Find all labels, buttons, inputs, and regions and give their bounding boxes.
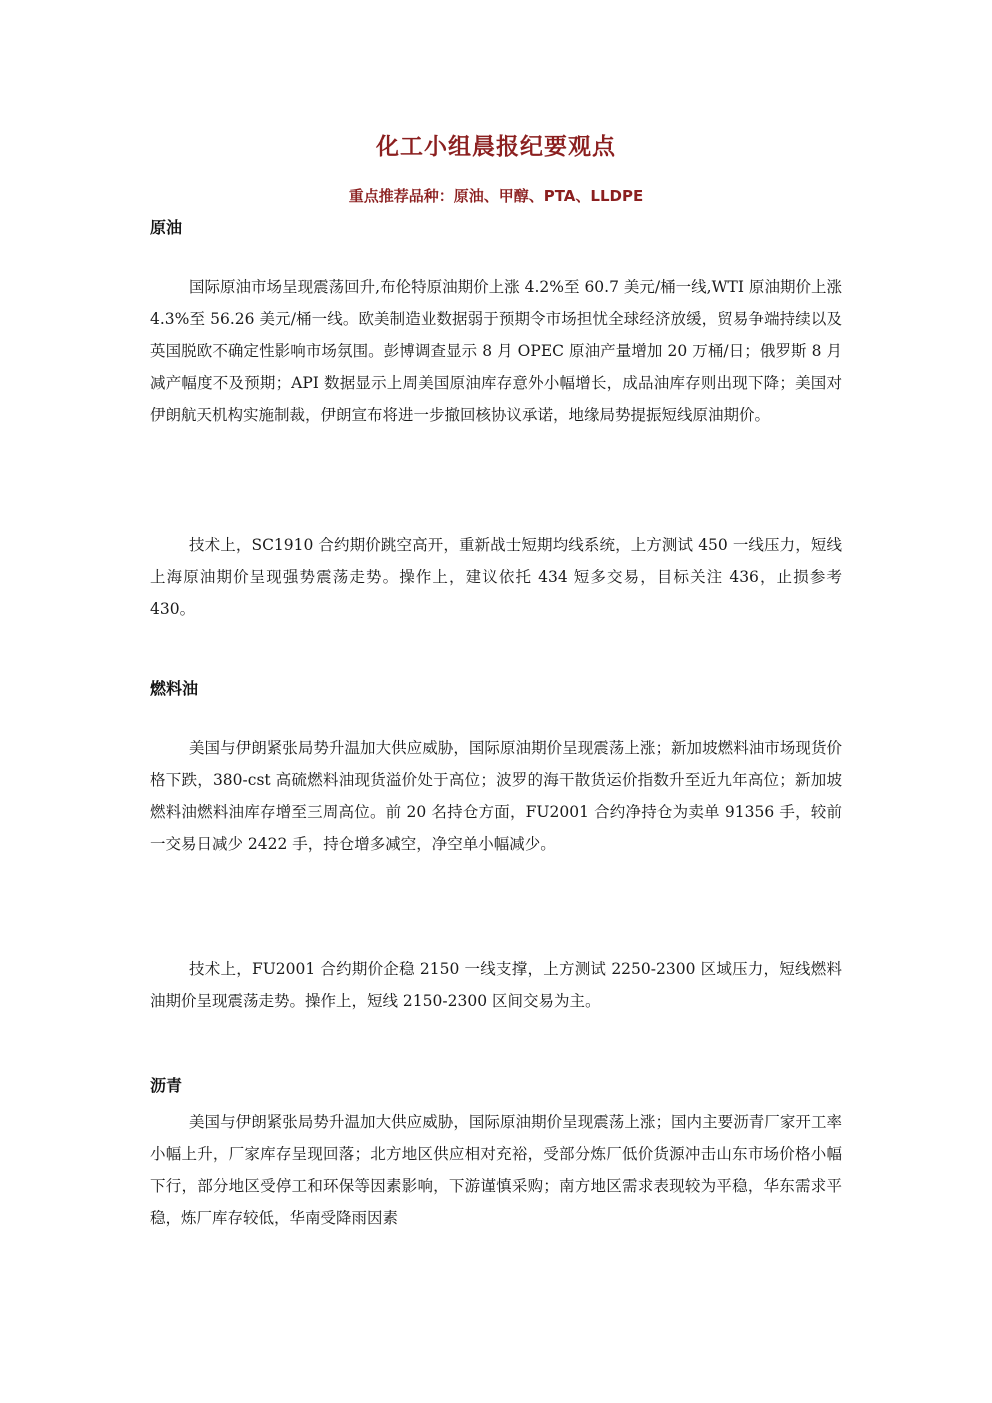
section-heading-fuel-oil: 燃料油 (150, 679, 199, 698)
section-heading-crude-oil: 原油 (150, 218, 183, 237)
crude-oil-paragraph-fundamentals: 国际原油市场呈现震荡回升,布伦特原油期价上涨 4.2%至 60.7 美元/桶一线,WTI 原油期价上涨 4.3%至 56.26 美元/桶一线。欧美制造业数据弱于预期令市场担忧全球经济放缓，贸易争端持续以及英国脱欧不确定性影响市场氛围。彭博调查显示 8 月 OPEC 原油产量增加 20 万桶/日；俄罗斯 8 月减产幅度不及预期；API 数据显示上周美国原油库存意外小幅增长，成品油库存则出现下降；美国对伊朗航天机构实施制裁，伊朗宣布将进一步撤回核协议承诺，地缘局势提振短线原油期价。 (150, 278, 842, 424)
asphalt-paragraph-fundamentals: 美国与伊朗紧张局势升温加大供应威胁，国际原油期价呈现震荡上涨；国内主要沥青厂家开工率小幅上升，厂家库存呈现回落；北方地区供应相对充裕，受部分炼厂低价货源冲击山东市场价格小幅下行，部分地区受停工和环保等因素影响，下游谨慎采购；南方地区需求表现较为平稳，华东需求平稳，炼厂库存较低，华南受降雨因素 (150, 1113, 842, 1227)
crude-oil-paragraph-technical: 技术上，SC1910 合约期价跳空高开，重新战士短期均线系统，上方测试 450 一线压力，短线上海原油期价呈现强势震荡走势。操作上，建议依托 434 短多交易，目标关注 436，止损参考 430。 (150, 536, 842, 618)
fuel-oil-paragraph-fundamentals: 美国与伊朗紧张局势升温加大供应威胁，国际原油期价呈现震荡上涨；新加坡燃料油市场现货价格下跌，380-cst 高硫燃料油现货溢价处于高位；波罗的海干散货运价指数升至近九年高位；新加坡燃料油燃料油库存增至三周高位。前 20 名持仓方面，FU2001 合约净持仓为卖单 91356 手，较前一交易日减少 2422 手，持仓增多减空，净空单小幅减少。 (150, 739, 842, 853)
section-heading-asphalt: 沥青 (150, 1076, 183, 1095)
document-title: 化工小组晨报纪要观点 (376, 134, 616, 160)
fuel-oil-paragraph-technical: 技术上，FU2001 合约期价企稳 2150 一线支撑，上方测试 2250-2300 区域压力，短线燃料油期价呈现震荡走势。操作上，短线 2150-2300 区间交易为主。 (150, 960, 842, 1010)
document-subtitle: 重点推荐品种：原油、甲醇、PTA、LLDPE (348, 187, 644, 205)
